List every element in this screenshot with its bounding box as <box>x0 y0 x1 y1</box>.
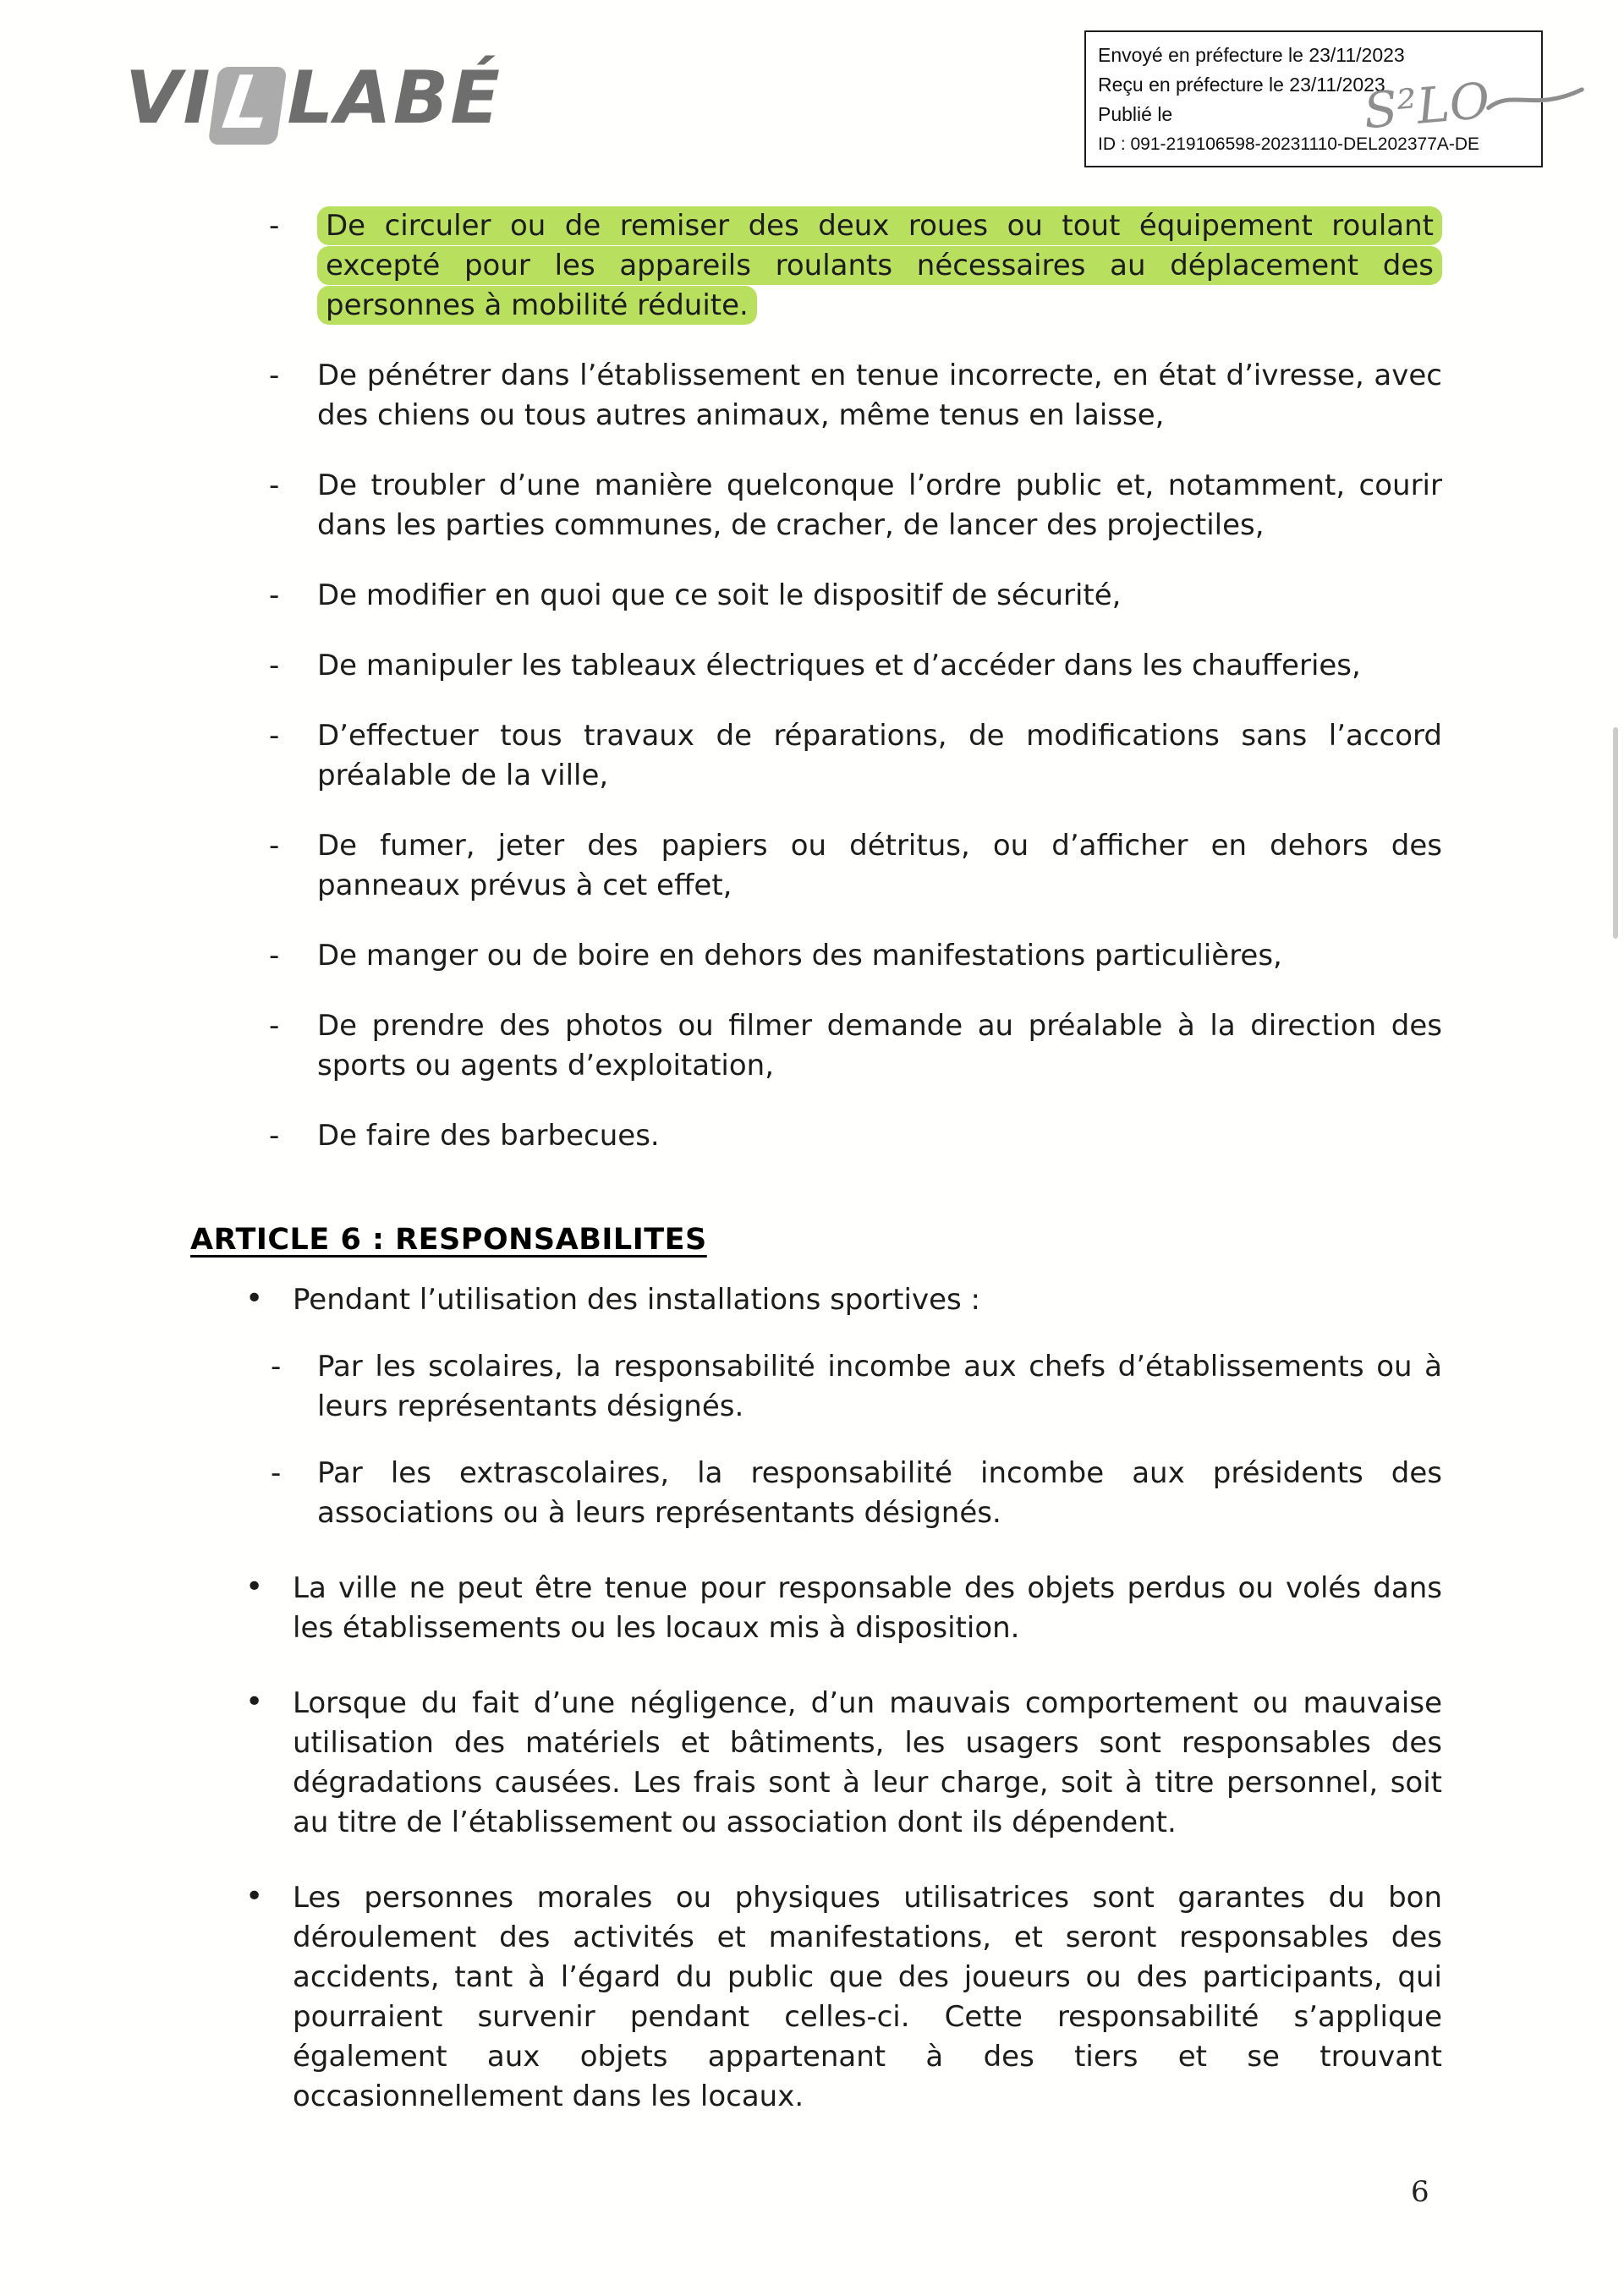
list-item <box>269 466 1442 545</box>
dash-marker: - <box>269 829 280 863</box>
sub-list-item <box>271 1454 1442 1533</box>
list-item <box>269 936 1442 976</box>
dash-marker: - <box>269 939 280 973</box>
sub-list-item-text: Par les extrascolaires, la responsabilité incombe aux présidents des associations ou à leurs représentants désignés. <box>317 1456 1442 1530</box>
list-item-highlighted <box>269 206 1442 326</box>
dash-marker: - <box>271 1350 282 1384</box>
bullet-marker: • <box>245 1281 264 1316</box>
dash-marker: - <box>269 719 280 753</box>
list-item-text: De faire des barbecues. <box>317 1119 660 1153</box>
dash-marker: - <box>269 578 280 612</box>
list-item-text: De manipuler les tableaux électriques et d’accéder dans les chaufferies, <box>317 649 1361 682</box>
dash-marker: - <box>269 209 280 243</box>
list-item-text: De fumer, jeter des papiers ou détritus, ou d’afficher en dehors des panneaux prévus à cet effet, <box>317 829 1442 902</box>
dash-marker: - <box>269 1009 280 1043</box>
bullet-item <box>245 1280 1442 1533</box>
logo-prefix: VI <box>125 56 212 140</box>
bullet-item <box>245 1878 1442 2117</box>
document-body <box>190 206 1442 2152</box>
logo-boxed-letter: L <box>207 67 287 145</box>
list-item <box>269 576 1442 616</box>
list-item-text: D’effectuer tous travaux de réparations, de modifications sans l’accord préalable de la ville, <box>317 719 1442 792</box>
bullet-item <box>245 1569 1442 1648</box>
logo-suffix: LABÉ <box>287 56 502 140</box>
dash-marker: - <box>271 1456 282 1490</box>
list-item <box>269 1116 1442 1156</box>
bullet-marker: • <box>245 1685 264 1719</box>
villabe-logo <box>125 56 502 145</box>
list-item-text: De modifier en quoi que ce soit le dispositif de sécurité, <box>317 578 1122 612</box>
dash-marker: - <box>269 359 280 392</box>
list-item <box>269 826 1442 906</box>
bullet-text: Les personnes morales ou physiques utilisatrices sont garantes du bon déroulement des activités et manifestations, et seront responsables des accidents, tant à l’égard du public que des joueurs ou des participants, qui pourraient survenir pendant celles-ci. Cette responsabilité s’applique également aux objets appartenant à des tiers et se trouvant occasionnellement dans les locaux. <box>293 1881 1442 2113</box>
list-item-text <box>317 206 1442 326</box>
list-item <box>269 1006 1442 1086</box>
sub-list-item-text: Par les scolaires, la responsabilité incombe aux chefs d’établissements ou à leurs représentants désignés. <box>317 1350 1442 1423</box>
stamp-line-received: Reçu en préfecture le 23/11/2023 <box>1098 74 1385 96</box>
sub-list-item <box>271 1347 1442 1427</box>
bullet-text: Lorsque du fait d’une négligence, d’un mauvais comportement ou mauvaise utilisation des matériels et bâtiments, les usagers sont responsables des dégradations causées. Les frais sont à leur charge, soit à titre personnel, soit au titre de l’établissement ou association dont ils dépendent. <box>293 1686 1442 1839</box>
stamp-line-published: Publié le <box>1098 103 1173 125</box>
list-item-text: De prendre des photos ou filmer demande au préalable à la direction des sports ou agents d’exploitation, <box>317 1009 1442 1082</box>
list-item-text: De pénétrer dans l’établissement en tenue incorrecte, en état d’ivresse, avec des chiens ou tous autres animaux, même tenus en laisse, <box>317 359 1442 432</box>
bullet-text: La ville ne peut être tenue pour responsable des objets perdus ou volés dans les établissements ou les locaux mis à disposition. <box>293 1571 1442 1645</box>
list-item-text: De troubler d’une manière quelconque l’ordre public et, notamment, courir dans les parties communes, de cracher, de lancer des projectiles, <box>317 469 1442 542</box>
list-item <box>269 646 1442 686</box>
bullet-item <box>245 1684 1442 1843</box>
scan-artifact <box>1613 727 1618 939</box>
bullet-text: Pendant l’utilisation des installations sportives : <box>293 1283 980 1317</box>
page-number: 6 <box>1411 2175 1429 2209</box>
dash-marker: - <box>269 1119 280 1153</box>
list-item-text: De manger ou de boire en dehors des manifestations particulières, <box>317 939 1282 973</box>
bullet-marker: • <box>245 1570 264 1604</box>
article-6-heading: ARTICLE 6 : RESPONSABILITES <box>190 1223 707 1257</box>
highlighted-text: De circuler ou de remiser des deux roues ou tout équipement roulant excepté pour les appareils roulants nécessaires au déplacement des personnes à mobilité réduite. <box>317 206 1442 325</box>
dash-marker: - <box>269 469 280 502</box>
list-item <box>269 356 1442 436</box>
list-item <box>269 716 1442 796</box>
bullet-marker: • <box>245 1879 264 1914</box>
stamp-line-sent: Envoyé en préfecture le 23/11/2023 <box>1098 44 1405 66</box>
signature-swoosh-icon <box>1484 79 1588 122</box>
signature-text: S²LO <box>1361 71 1492 140</box>
stamp-line-id: ID : 091-219106598-20231110-DEL202377A-DE <box>1098 134 1480 154</box>
dash-marker: - <box>269 649 280 682</box>
